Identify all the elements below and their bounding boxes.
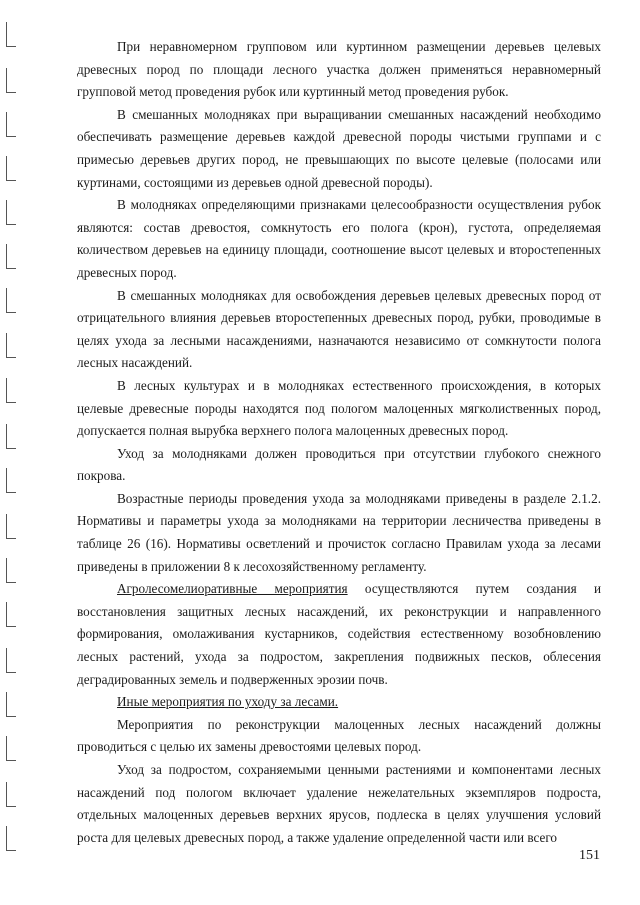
agro-text: осуществляются путем создания и восстановления защитных лесных насаждений, их реконструкции и направленного формирования, омолаживания кустарников, содействия естественному возобновлению лесных растений, ухода за подростом, закрепления подвижных песков, облесения деградированных земель и подверженных эрозии почв. [77, 581, 601, 687]
paragraph: В смешанных молодняках для освобождения деревьев целевых древесных пород от отрицательного влияния деревьев второстепенных древесных пород, рубки, проводимые в целях ухода за лесными насаждениями, назначаются независимо от сомкнутости полога лесных насаждений. [77, 287, 601, 371]
paragraph: Уход за подростом, сохраняемыми ценными растениями и компонентами лесных насаждений под пологом включает удаление нежелательных экземпляров подроста, отдельных малоценных деревьев верхних ярусов, подлеска в целях улучшения условий роста для целевых древесных пород, а также удаление определенной части или всего [77, 762, 601, 845]
section-heading [77, 691, 601, 714]
page-number: 151 [579, 848, 600, 863]
paragraph: В молодняках определяющими признаками целесообразности осуществления рубок являются: состав древостоя, сомкнутость его полога (крон), густота, определяемая количеством деревьев на единицу площади, соотношение высот целевых и второстепенных древесных пород. [77, 197, 601, 280]
paragraph: В лесных культурах и в молодняках естественного происхождения, в которых целевые древесные породы находятся под пологом малоценных мягколиственных пород, допускается полная вырубка верхнего полога малоценных древесных пород. [77, 377, 601, 439]
paragraph: В смешанных молодняках при выращивании смешанных насаждений необходимо обеспечивать размещение деревьев каждой древесной породы чистыми группами и с примесью деревьев других пород, не превышающих по высоте целевые (полосами или куртинами, состоящими из деревьев одной древесной породы). [77, 106, 601, 190]
paragraph: Возрастные периоды проведения ухода за молодняками приведены в разделе 2.1.2. Нормативы и параметры ухода за молодняками на территории лесничества приведены в таблице 26 (16). Нормативы осветлений и прочисток согласно Правилам ухода за лесами приведены в приложении 8 к лесохозяйственному регламенту. [77, 490, 601, 574]
document-body [77, 36, 601, 849]
paragraph: Уход за молодняками должен проводиться при отсутствии глубокого снежного покрова. [77, 445, 601, 484]
paragraph: Мероприятия по реконструкции малоценных лесных насаждений должны проводиться с целью их замены древостоями целевых пород. [77, 716, 601, 755]
agro-heading: Агролесомелиоративные мероприятия [117, 581, 348, 597]
other-measures-heading: Иные мероприятия по уходу за лесами. [117, 694, 339, 710]
agro-paragraph [77, 578, 601, 691]
binding-marks [6, 0, 20, 905]
paragraph: При неравномерном групповом или куртинном размещении деревьев целевых древесных пород по площади лесного участка должен применяться неравномерный групповой метод проведения рубок или куртинный метод проведения рубок. [77, 39, 601, 100]
